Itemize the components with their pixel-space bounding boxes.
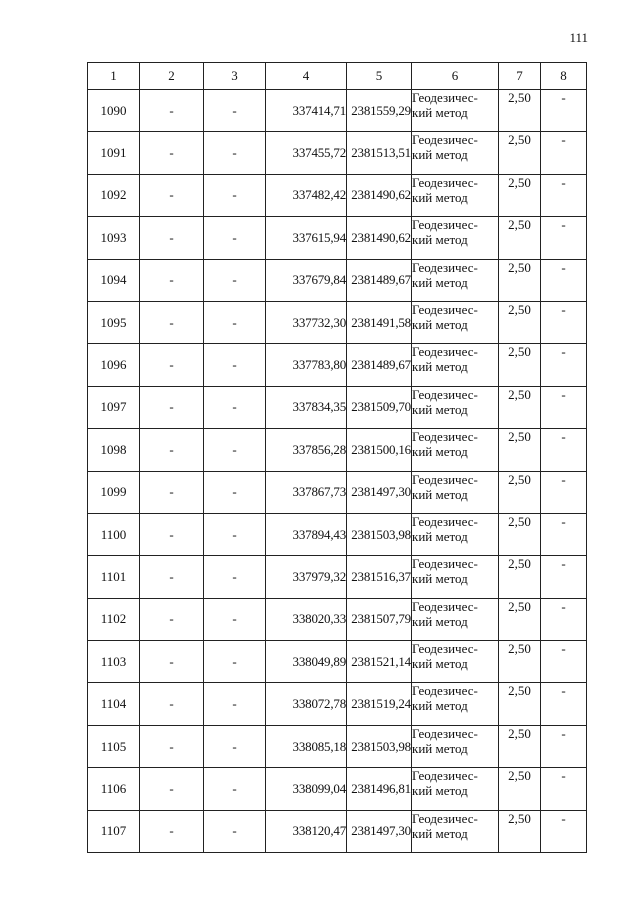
x-coordinate-cell: 338085,18 xyxy=(266,725,347,767)
column-2-cell: - xyxy=(140,641,204,683)
method-line-1: Геодезичес- xyxy=(412,768,478,784)
method-cell xyxy=(412,471,499,513)
y-coordinate-cell: 2381503,98 xyxy=(347,725,412,767)
column-3-cell: - xyxy=(204,471,266,513)
table-row xyxy=(88,598,587,640)
point-number-cell: 1107 xyxy=(88,810,140,852)
table-row xyxy=(88,344,587,386)
point-number-cell: 1105 xyxy=(88,725,140,767)
point-number-cell: 1106 xyxy=(88,768,140,810)
column-3-cell: - xyxy=(204,301,266,343)
method-cell xyxy=(412,386,499,428)
accuracy-cell: 2,50 xyxy=(499,386,541,428)
y-coordinate-cell: 2381503,98 xyxy=(347,513,412,555)
table-row xyxy=(88,683,587,725)
table-row xyxy=(88,90,587,132)
column-8-cell: - xyxy=(541,810,587,852)
method-line-1: Геодезичес- xyxy=(412,90,478,105)
accuracy-cell: 2,50 xyxy=(499,344,541,386)
table-row xyxy=(88,386,587,428)
accuracy-cell: 2,50 xyxy=(499,556,541,598)
table-row xyxy=(88,725,587,767)
method-line-2: кий метод xyxy=(412,105,468,120)
method-line-2: кий метод xyxy=(412,359,468,375)
accuracy-cell: 2,50 xyxy=(499,810,541,852)
column-3-cell: - xyxy=(204,683,266,725)
point-number-cell: 1101 xyxy=(88,556,140,598)
column-3-cell: - xyxy=(204,386,266,428)
method-line-2: кий метод xyxy=(412,444,468,460)
column-header: 2 xyxy=(140,63,204,90)
method-cell xyxy=(412,768,499,810)
column-8-cell: - xyxy=(541,641,587,683)
table-row xyxy=(88,217,587,259)
table-row xyxy=(88,810,587,852)
method-line-1: Геодезичес- xyxy=(412,725,478,741)
method-line-1: Геодезичес- xyxy=(412,598,478,614)
column-8-cell: - xyxy=(541,217,587,259)
accuracy-cell: 2,50 xyxy=(499,174,541,216)
column-header: 4 xyxy=(266,63,347,90)
accuracy-cell: 2,50 xyxy=(499,259,541,301)
x-coordinate-cell: 337834,35 xyxy=(266,386,347,428)
point-number-cell: 1104 xyxy=(88,683,140,725)
accuracy-cell: 2,50 xyxy=(499,641,541,683)
method-line-1: Геодезичес- xyxy=(412,683,478,699)
column-2-cell: - xyxy=(140,810,204,852)
column-8-cell: - xyxy=(541,90,587,132)
column-2-cell: - xyxy=(140,471,204,513)
accuracy-cell: 2,50 xyxy=(499,598,541,640)
method-cell xyxy=(412,725,499,767)
column-8-cell: - xyxy=(541,429,587,471)
column-2-cell: - xyxy=(140,683,204,725)
x-coordinate-cell: 337979,32 xyxy=(266,556,347,598)
x-coordinate-cell: 337679,84 xyxy=(266,259,347,301)
column-8-cell: - xyxy=(541,725,587,767)
column-8-cell: - xyxy=(541,259,587,301)
column-3-cell: - xyxy=(204,810,266,852)
method-cell xyxy=(412,598,499,640)
column-header: 6 xyxy=(412,63,499,90)
point-number-cell: 1091 xyxy=(88,132,140,174)
x-coordinate-cell: 338099,04 xyxy=(266,768,347,810)
accuracy-cell: 2,50 xyxy=(499,513,541,555)
point-number-cell: 1092 xyxy=(88,174,140,216)
point-number-cell: 1094 xyxy=(88,259,140,301)
table-row xyxy=(88,513,587,555)
method-line-1: Геодезичес- xyxy=(412,259,478,275)
y-coordinate-cell: 2381489,67 xyxy=(347,344,412,386)
coordinates-table xyxy=(87,62,587,853)
method-cell xyxy=(412,344,499,386)
point-number-cell: 1103 xyxy=(88,641,140,683)
column-2-cell: - xyxy=(140,217,204,259)
method-cell xyxy=(412,301,499,343)
x-coordinate-cell: 337856,28 xyxy=(266,429,347,471)
accuracy-cell: 2,50 xyxy=(499,217,541,259)
x-coordinate-cell: 338120,47 xyxy=(266,810,347,852)
method-line-1: Геодезичес- xyxy=(412,810,478,826)
y-coordinate-cell: 2381521,14 xyxy=(347,641,412,683)
column-header: 5 xyxy=(347,63,412,90)
table-row xyxy=(88,641,587,683)
x-coordinate-cell: 337783,80 xyxy=(266,344,347,386)
column-3-cell: - xyxy=(204,725,266,767)
y-coordinate-cell: 2381497,30 xyxy=(347,471,412,513)
method-line-2: кий метод xyxy=(412,189,468,205)
column-2-cell: - xyxy=(140,429,204,471)
method-line-1: Геодезичес- xyxy=(412,429,478,445)
y-coordinate-cell: 2381497,30 xyxy=(347,810,412,852)
column-header: 3 xyxy=(204,63,266,90)
column-3-cell: - xyxy=(204,598,266,640)
point-number-cell: 1095 xyxy=(88,301,140,343)
table-row xyxy=(88,429,587,471)
accuracy-cell: 2,50 xyxy=(499,768,541,810)
y-coordinate-cell: 2381507,79 xyxy=(347,598,412,640)
column-8-cell: - xyxy=(541,344,587,386)
accuracy-cell: 2,50 xyxy=(499,132,541,174)
y-coordinate-cell: 2381490,62 xyxy=(347,217,412,259)
x-coordinate-cell: 337732,30 xyxy=(266,301,347,343)
point-number-cell: 1093 xyxy=(88,217,140,259)
method-line-2: кий метод xyxy=(412,740,468,756)
method-cell xyxy=(412,513,499,555)
method-cell xyxy=(412,174,499,216)
table-row xyxy=(88,556,587,598)
point-number-cell: 1102 xyxy=(88,598,140,640)
table-header-row xyxy=(88,63,587,90)
x-coordinate-cell: 337455,72 xyxy=(266,132,347,174)
column-8-cell: - xyxy=(541,471,587,513)
method-cell xyxy=(412,90,499,132)
table-row xyxy=(88,471,587,513)
x-coordinate-cell: 337482,42 xyxy=(266,174,347,216)
accuracy-cell: 2,50 xyxy=(499,429,541,471)
method-line-1: Геодезичес- xyxy=(412,556,478,572)
method-cell xyxy=(412,641,499,683)
column-2-cell: - xyxy=(140,301,204,343)
point-number-cell: 1096 xyxy=(88,344,140,386)
x-coordinate-cell: 337414,71 xyxy=(266,90,347,132)
y-coordinate-cell: 2381500,16 xyxy=(347,429,412,471)
column-8-cell: - xyxy=(541,683,587,725)
x-coordinate-cell: 338049,89 xyxy=(266,641,347,683)
column-2-cell: - xyxy=(140,90,204,132)
table-row xyxy=(88,301,587,343)
method-cell xyxy=(412,429,499,471)
column-2-cell: - xyxy=(140,344,204,386)
table-row xyxy=(88,768,587,810)
y-coordinate-cell: 2381496,81 xyxy=(347,768,412,810)
y-coordinate-cell: 2381513,51 xyxy=(347,132,412,174)
column-3-cell: - xyxy=(204,344,266,386)
column-2-cell: - xyxy=(140,598,204,640)
method-line-1: Геодезичес- xyxy=(412,174,478,190)
y-coordinate-cell: 2381509,70 xyxy=(347,386,412,428)
column-3-cell: - xyxy=(204,513,266,555)
y-coordinate-cell: 2381516,37 xyxy=(347,556,412,598)
method-line-2: кий метод xyxy=(412,274,468,290)
y-coordinate-cell: 2381491,58 xyxy=(347,301,412,343)
accuracy-cell: 2,50 xyxy=(499,471,541,513)
method-line-2: кий метод xyxy=(412,656,468,672)
method-line-2: кий метод xyxy=(412,783,468,799)
method-cell xyxy=(412,683,499,725)
accuracy-cell: 2,50 xyxy=(499,90,541,132)
method-cell xyxy=(412,217,499,259)
column-8-cell: - xyxy=(541,513,587,555)
point-number-cell: 1090 xyxy=(88,90,140,132)
page-number: 111 xyxy=(569,30,588,45)
column-8-cell: - xyxy=(541,768,587,810)
method-line-1: Геодезичес- xyxy=(412,641,478,657)
column-2-cell: - xyxy=(140,513,204,555)
point-number-cell: 1098 xyxy=(88,429,140,471)
method-line-2: кий метод xyxy=(412,825,468,841)
column-8-cell: - xyxy=(541,598,587,640)
method-line-1: Геодезичес- xyxy=(412,386,478,402)
method-line-2: кий метод xyxy=(412,486,468,502)
point-number-cell: 1100 xyxy=(88,513,140,555)
method-line-2: кий метод xyxy=(412,316,468,332)
x-coordinate-cell: 337615,94 xyxy=(266,217,347,259)
method-line-1: Геодезичес- xyxy=(412,344,478,360)
table-row xyxy=(88,174,587,216)
column-3-cell: - xyxy=(204,429,266,471)
column-2-cell: - xyxy=(140,556,204,598)
method-line-1: Геодезичес- xyxy=(412,132,478,148)
method-line-2: кий метод xyxy=(412,571,468,587)
column-header: 7 xyxy=(499,63,541,90)
method-line-1: Геодезичес- xyxy=(412,301,478,317)
point-number-cell: 1099 xyxy=(88,471,140,513)
y-coordinate-cell: 2381490,62 xyxy=(347,174,412,216)
method-cell xyxy=(412,132,499,174)
column-8-cell: - xyxy=(541,556,587,598)
column-3-cell: - xyxy=(204,641,266,683)
column-2-cell: - xyxy=(140,768,204,810)
column-8-cell: - xyxy=(541,132,587,174)
column-2-cell: - xyxy=(140,725,204,767)
column-8-cell: - xyxy=(541,301,587,343)
method-line-2: кий метод xyxy=(412,698,468,714)
column-2-cell: - xyxy=(140,259,204,301)
column-3-cell: - xyxy=(204,90,266,132)
table-row xyxy=(88,259,587,301)
column-header: 1 xyxy=(88,63,140,90)
method-line-2: кий метод xyxy=(412,401,468,417)
column-3-cell: - xyxy=(204,768,266,810)
column-3-cell: - xyxy=(204,174,266,216)
column-2-cell: - xyxy=(140,132,204,174)
accuracy-cell: 2,50 xyxy=(499,683,541,725)
y-coordinate-cell: 2381519,24 xyxy=(347,683,412,725)
accuracy-cell: 2,50 xyxy=(499,301,541,343)
column-8-cell: - xyxy=(541,386,587,428)
column-3-cell: - xyxy=(204,132,266,174)
method-cell xyxy=(412,556,499,598)
y-coordinate-cell: 2381559,29 xyxy=(347,90,412,132)
x-coordinate-cell: 338020,33 xyxy=(266,598,347,640)
method-line-1: Геодезичес- xyxy=(412,513,478,529)
method-cell xyxy=(412,810,499,852)
column-3-cell: - xyxy=(204,259,266,301)
method-line-1: Геодезичес- xyxy=(412,217,478,233)
y-coordinate-cell: 2381489,67 xyxy=(347,259,412,301)
point-number-cell: 1097 xyxy=(88,386,140,428)
column-3-cell: - xyxy=(204,217,266,259)
table-body xyxy=(88,90,587,853)
accuracy-cell: 2,50 xyxy=(499,725,541,767)
column-2-cell: - xyxy=(140,386,204,428)
method-line-2: кий метод xyxy=(412,147,468,163)
column-3-cell: - xyxy=(204,556,266,598)
column-8-cell: - xyxy=(541,174,587,216)
column-header: 8 xyxy=(541,63,587,90)
column-2-cell: - xyxy=(140,174,204,216)
method-line-1: Геодезичес- xyxy=(412,471,478,487)
table-row xyxy=(88,132,587,174)
method-cell xyxy=(412,259,499,301)
x-coordinate-cell: 338072,78 xyxy=(266,683,347,725)
x-coordinate-cell: 337894,43 xyxy=(266,513,347,555)
method-line-2: кий метод xyxy=(412,613,468,629)
x-coordinate-cell: 337867,73 xyxy=(266,471,347,513)
method-line-2: кий метод xyxy=(412,528,468,544)
method-line-2: кий метод xyxy=(412,232,468,248)
